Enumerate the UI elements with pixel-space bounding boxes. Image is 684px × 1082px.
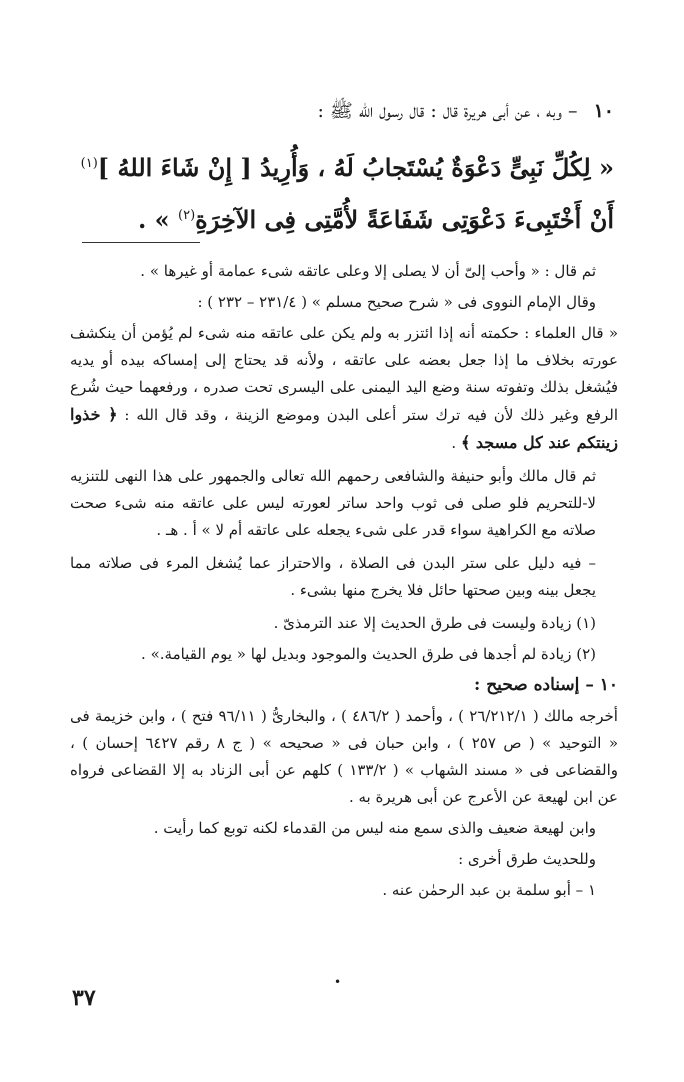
hadith-intro-line (54, 96, 614, 126)
note-paragraph: – فيه دليل على ستر البدن فى الصلاة ، والاحتراز عما يُشغل المرء فى صلاته مما يجعل بينه وبين صحتها حائل فلا يخرج منها بشىء . (70, 554, 596, 599)
hadith-text-part1: « لِكُلِّ نَبِىٍّ دَعْوَةٌ يُسْتَجابُ لَهُ ، وَأُرِيدُ [ إِنْ شَاءَ اللهُ ] (97, 153, 614, 182)
ornament-dot: • (334, 975, 342, 989)
note-paragraph: وللحديث طرق أخرى : (458, 850, 596, 868)
quran-verse: ﴿ خذوا زينتكم عند كل مسجد ﴾ (70, 405, 618, 452)
note-paragraph: وقال الإمام النووى فى « شرح صحيح مسلم » ( ٢٣١/٤ – ٢٣٢ ) : (197, 293, 596, 311)
footnote-ref-1: (١) (80, 156, 98, 171)
note-paragraph: ثم قال مالك وأبو حنيفة والشافعى رحمهم الله تعالى والجمهور على هذا النهى للتنزيه لا-للتحريم فلو صلى فى ثوب واحد ساتر لعورته ليس على عاتقه منه شىء صحت صلاته مع الكراهية سواء قدر على شىء يجعله على عاتقه أم لا » أ . هـ . (70, 467, 596, 539)
page-number: ٣٧ (72, 985, 96, 1011)
note-paragraph: ١ – أبو سلمة بن عبد الرحمٰن عنه . (382, 881, 596, 899)
footnote-2: (٢) زيادة لم أجدها فى طرق الحديث والموجود وبديل لها « يوم القيامة.» . (141, 645, 596, 663)
note-quote-text: « قال العلماء : حكمته أنه إذا ائتزر به ولم يكن على عاتقه منه شىء لم يُؤمن أن ينكشف عورته بخلاف ما إذا جعل بعضه على عاتقه ، ولأنه قد يحتاج إلى إمساكه بيده أو يديه فيُشغل بذلك وتفوته سنة وضع اليد اليمنى على اليسرى تحت صدره ، ورفعهما حيث شُرع الرفع وغير ذلك لأن فيه ترك ستر أعلى البدن وموضع الزينة ، وقد قال الله : (70, 324, 618, 424)
section-title: ١٠ – إسناده صحيح : (474, 675, 618, 695)
footnote-1: (١) زيادة وليست فى طرق الحديث إلا عند الترمذىّ . (273, 614, 596, 632)
note-quote-paragraph (70, 320, 618, 457)
hadith-text (64, 140, 614, 244)
footnote-divider (82, 242, 200, 243)
hadith-intro: – وبه ، عن أبى هريرة قال : قال رسول الله ﷺ : (317, 100, 578, 122)
footnote-ref-2: (٢) (178, 208, 196, 223)
takhrij-paragraph: أخرجه مالك ( ٢٦/٢١٢/١ ) ، وأحمد ( ٤٨٦/٢ ) ، والبخارىُّ ( ٩٦/١١ فتح ) ، وابن خزيمة فى « التوحيد » ( ص ٢٥٧ ) ، وابن حبان فى « صحيحه » ( ج ٨ رقم ٦٤٢٧ إحسان ) ، والقضاعى فى « مسند الشهاب » ( ١٣٣/٢ ) كلهم عن أبى الزناد به إلا القضاعى فرواه عن ابن لهيعة عن الأعرج عن أبى هريرة به . (70, 707, 619, 806)
hadith-text-part3: » . (137, 205, 179, 234)
hadith-text-part2: أَنْ أَخْتَبِىءَ دَعْوَتِى شَفَاعَةً لأُمَّتِى فِى الآخِرَةِ (195, 205, 614, 234)
note-paragraph: وابن لهيعة ضعيف والذى سمع منه ليس من القدماء لكنه توبع كما رأيت . (153, 819, 596, 837)
note-quote-end: . (451, 434, 461, 452)
notes-body (70, 258, 618, 908)
hadith-number: ١٠ (593, 100, 614, 122)
note-paragraph: ثم قال : « وأحب إلىّ أن لا يصلى إلا وعلى عاتقه شىء عمامة أو غيرها » . (140, 262, 596, 280)
